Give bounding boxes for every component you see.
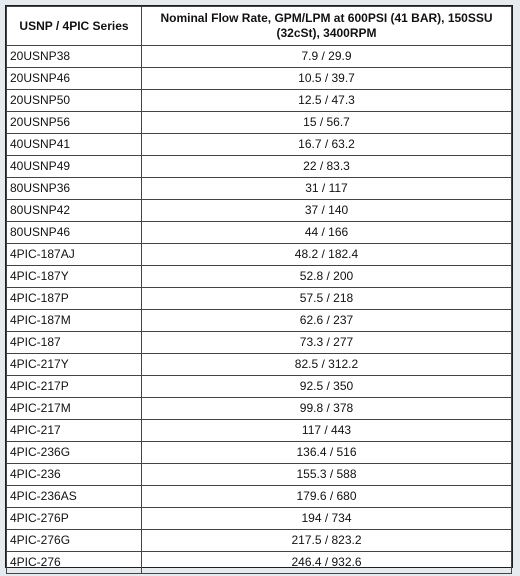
model-cell: 4PIC-217P [7,376,142,398]
model-cell: 4PIC-236 [7,464,142,486]
flow-cell: 82.5 / 312.2 [142,354,512,376]
table-row [7,90,512,112]
table-row [7,266,512,288]
model-cell: 80USNP36 [7,178,142,200]
table-row [7,222,512,244]
table-row [7,486,512,508]
flow-cell: 52.8 / 200 [142,266,512,288]
model-cell: 40USNP41 [7,134,142,156]
flow-cell: 12.5 / 47.3 [142,90,512,112]
table-row [7,200,512,222]
flow-rate-column-header: Nominal Flow Rate, GPM/LPM at 600PSI (41 BAR), 150SSU (32cSt), 3400RPM [142,7,512,46]
model-cell: 4PIC-217M [7,398,142,420]
flow-cell: 22 / 83.3 [142,156,512,178]
table-row [7,354,512,376]
model-cell: 4PIC-276P [7,508,142,530]
model-cell: 20USNP38 [7,46,142,68]
table-row [7,376,512,398]
table-header-row [7,7,512,46]
model-cell: 4PIC-236AS [7,486,142,508]
flow-cell: 57.5 / 218 [142,288,512,310]
table-row [7,310,512,332]
table-row [7,398,512,420]
model-cell: 4PIC-236G [7,442,142,464]
flow-cell: 7.9 / 29.9 [142,46,512,68]
flow-cell: 37 / 140 [142,200,512,222]
model-cell: 4PIC-187P [7,288,142,310]
table-row [7,288,512,310]
series-column-header: USNP / 4PIC Series [7,7,142,46]
model-cell: 4PIC-276 [7,552,142,574]
table-row [7,68,512,90]
flow-cell: 136.4 / 516 [142,442,512,464]
model-cell: 80USNP46 [7,222,142,244]
model-cell: 4PIC-276G [7,530,142,552]
flow-cell: 73.3 / 277 [142,332,512,354]
flow-cell: 117 / 443 [142,420,512,442]
table-row [7,134,512,156]
table-row [7,332,512,354]
flow-cell: 16.7 / 63.2 [142,134,512,156]
flow-cell: 44 / 166 [142,222,512,244]
flow-cell: 62.6 / 237 [142,310,512,332]
flow-cell: 10.5 / 39.7 [142,68,512,90]
table-row [7,530,512,552]
table-row [7,464,512,486]
model-cell: 20USNP46 [7,68,142,90]
model-cell: 20USNP50 [7,90,142,112]
flow-cell: 194 / 734 [142,508,512,530]
flow-rate-table [6,6,512,574]
model-cell: 80USNP42 [7,200,142,222]
flow-cell: 155.3 / 588 [142,464,512,486]
model-cell: 4PIC-187 [7,332,142,354]
model-cell: 4PIC-187Y [7,266,142,288]
table-row [7,112,512,134]
flow-cell: 15 / 56.7 [142,112,512,134]
table-row [7,244,512,266]
model-cell: 40USNP49 [7,156,142,178]
flow-cell: 92.5 / 350 [142,376,512,398]
flow-cell: 179.6 / 680 [142,486,512,508]
table-row [7,420,512,442]
table-row [7,552,512,574]
table-row [7,178,512,200]
model-cell: 4PIC-187M [7,310,142,332]
flow-cell: 48.2 / 182.4 [142,244,512,266]
table-row [7,46,512,68]
model-cell: 20USNP56 [7,112,142,134]
table-row [7,508,512,530]
flow-cell: 99.8 / 378 [142,398,512,420]
flow-cell: 246.4 / 932.6 [142,552,512,574]
model-cell: 4PIC-187AJ [7,244,142,266]
flow-cell: 217.5 / 823.2 [142,530,512,552]
flow-rate-table-frame [5,5,513,568]
table-row [7,442,512,464]
flow-cell: 31 / 117 [142,178,512,200]
model-cell: 4PIC-217 [7,420,142,442]
table-row [7,156,512,178]
model-cell: 4PIC-217Y [7,354,142,376]
